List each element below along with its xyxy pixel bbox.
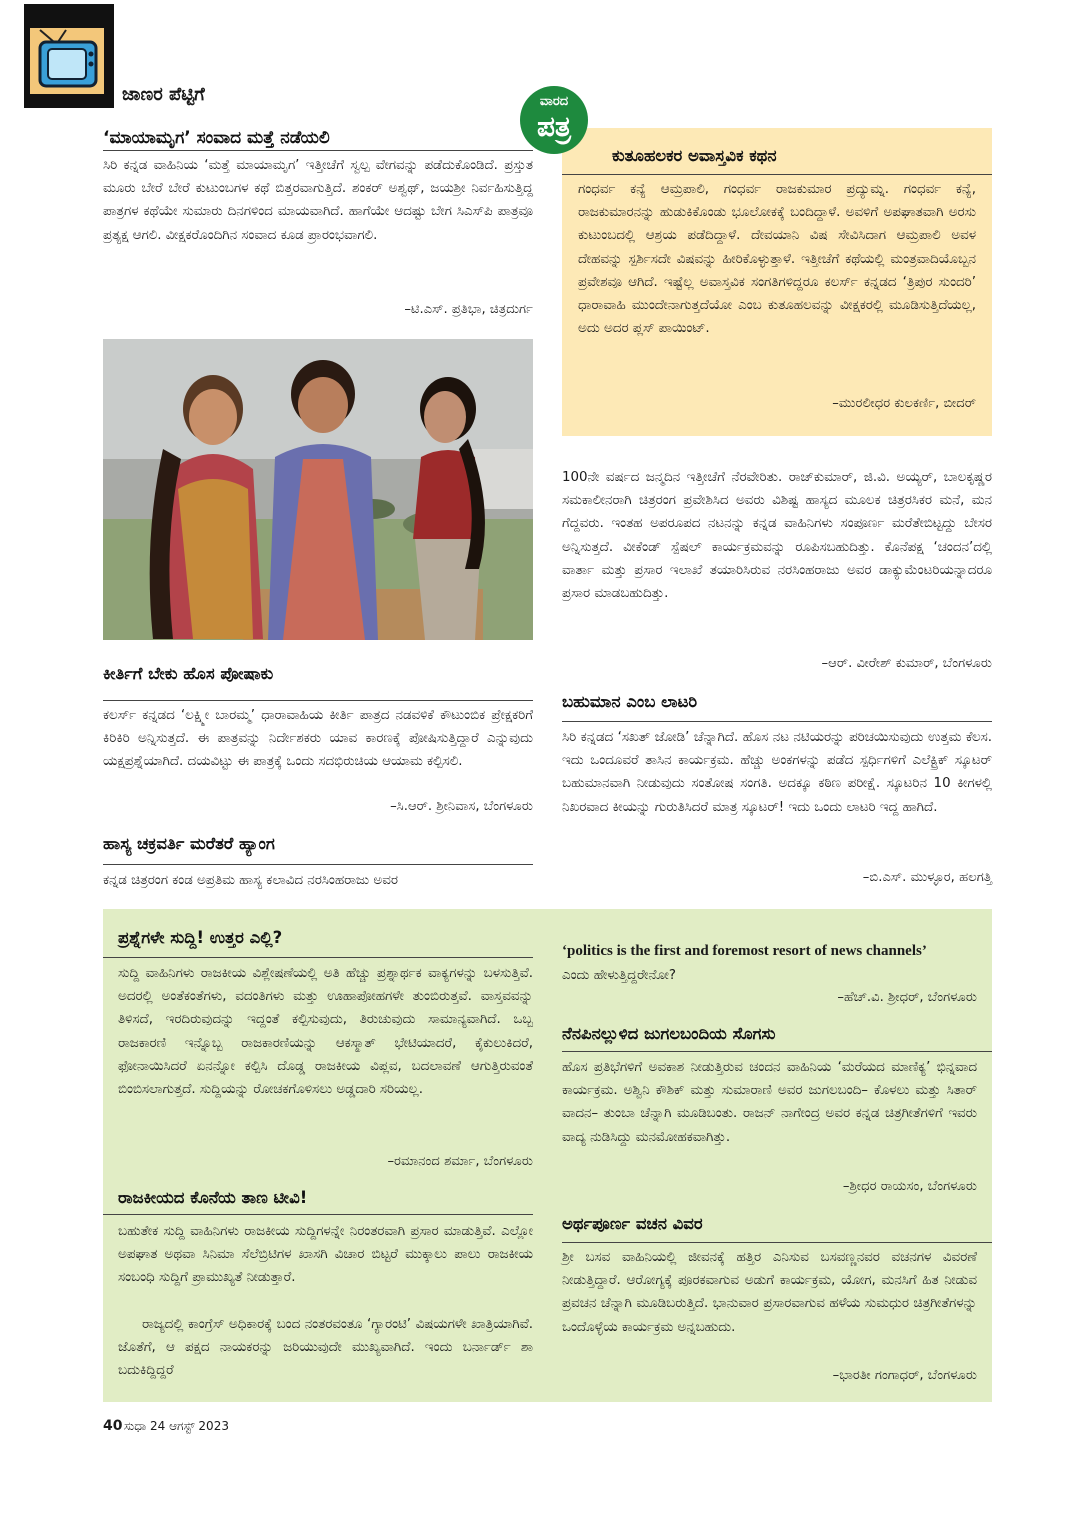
divider	[103, 700, 533, 701]
divider	[103, 957, 533, 958]
badge-title: ಪತ್ರ	[537, 110, 571, 143]
featured-title: ಕುತೂಹಲಕರ ಅವಾಸ್ತವಿಕ ಕಥನ	[612, 146, 777, 165]
letter-body-continued: 100ನೇ ವರ್ಷದ ಜನ್ಮದಿನ ಇತ್ತೀಚೆಗೆ ನೆರವೇರಿತು. ರಾಜ್‌ಕುಮಾರ್, ಜಿ.ವಿ. ಅಯ್ಯರ್, ಬಾಲಕೃಷ್ಣರ ಸಮಕಾಲೀನರಾಗಿ ಚಿತ್ರರಂಗ ಪ್ರವೇಶಿಸಿದ ಅವರು ವಿಶಿಷ್ಟ ಹಾಸ್ಯದ ಮೂಲಕ ಚಿತ್ರರಸಿಕರ ಮನೆ, ಮನ ಗೆದ್ದವರು. ಇಂತಹ ಅಪರೂಪದ ನಟನನ್ನು ಕನ್ನಡ ವಾಹಿನಿಗಳು ಸಂಪೂರ್ಣ ಮರೆತೇಬಿಟ್ಟದ್ದು ಬೇಸರ ಅನ್ನಿಸುತ್ತದೆ. ವೀಕೆಂಡ್ ಸ್ಪೆಷಲ್ ಕಾರ್ಯಕ್ರಮವನ್ನು ರೂಪಿಸಬಹುದಿತ್ತು. ಕೊನೆಪಕ್ಷ ‘ಚಂದನ’ದಲ್ಲಿ ವಾರ್ತಾ ಮತ್ತು ಪ್ರಸಾರ ಇಲಾಖೆ ತಯಾರಿಸಿರುವ ನರಸಿಂಹರಾಜು ಅವರ ಡಾಕ್ಯುಮೆಂಟರಿಯನ್ನಾದರೂ ಪ್ರಸಾರ ಮಾಡಬಹುದಿತ್ತು.	[562, 470, 992, 602]
letter-signature: –ಬಿ.ಎಸ್. ಮುಳ್ಳೂರ, ಹಲಗತ್ತಿ	[862, 870, 992, 885]
letter-signature: –ಟಿ.ಎಸ್. ಪ್ರತಿಭಾ, ಚಿತ್ರದುರ್ಗ	[404, 302, 533, 317]
letter-signature: –ಭಾರತೀ ಗಂಗಾಧರ್, ಬೆಂಗಳೂರು	[832, 1368, 977, 1383]
letter-body: ಕನ್ನಡ ಚಿತ್ರರಂಗ ಕಂಡ ಅಪ್ರತಿಮ ಹಾಸ್ಯ ಕಲಾವಿದ ನರಸಿಂಹರಾಜು ಅವರ	[103, 873, 398, 888]
letter-body-continued: ಎಂದು ಹೇಳುತ್ತಿದ್ದರೇನೋ?	[562, 968, 676, 983]
letter-signature: –ಹೆಚ್.ವಿ. ಶ್ರೀಧರ್, ಬೆಂಗಳೂರು	[837, 990, 977, 1005]
letter-body: ಸುದ್ದಿ ವಾಹಿನಿಗಳು ರಾಜಕೀಯ ವಿಶ್ಲೇಷಣೆಯಲ್ಲಿ ಅತಿ ಹೆಚ್ಚು ಪ್ರಶ್ನಾರ್ಥಕ ವಾಕ್ಯಗಳನ್ನು ಬಳಸುತ್ತಿವೆ. ಅದರಲ್ಲಿ ಅಂತೆಕಂತೆಗಳು, ವದಂತಿಗಳು ಮತ್ತು ಊಹಾಪೋಹಗಳೇ ತುಂಬಿರುತ್ತವೆ. ವಾಸ್ತವವನ್ನು ತಿಳಿಸದೆ, ಇರದಿರುವುದನ್ನು ಇದ್ದಂತೆ ಕಲ್ಪಿಸುವುದು, ತಿರುಚುವುದು ಸಾಮಾನ್ಯವಾಗಿದೆ. ಒಬ್ಬ ರಾಜಕಾರಣಿ ಇನ್ನೊಬ್ಬ ರಾಜಕಾರಣಿಯನ್ನು ಆಕಸ್ಮಾತ್ ಭೇಟಿಯಾದರೆ, ಕೈಕುಲುಕಿದರೆ, ಫೋನಾಯಿಸಿದರೆ ಏನನ್ನೋ ಕಲ್ಪಿಸಿ ದೊಡ್ಡ ರಾಜಕೀಯ ವಿಪ್ಲವ, ಬದಲಾವಣೆ ಆಗುತ್ತಿರುವಂತೆ ಬಿಂಬಿಸಲಾಗುತ್ತದೆ. ಸುದ್ದಿಯನ್ನು ರೋಚಕಗೊಳಿಸಲು ಅಡ್ಡದಾರಿ ಸರಿಯಲ್ಲ.	[118, 966, 533, 1098]
divider	[103, 1214, 533, 1215]
issue-date: ಸುಧಾ 24 ಆಗಸ್ಟ್ 2023	[124, 1419, 229, 1433]
badge-label: ವಾರದ	[539, 94, 569, 109]
divider	[103, 864, 533, 865]
letter-title: ಹಾಸ್ಯ ಚಕ್ರವರ್ತಿ ಮರೆತರೆ ಹ್ಯಾಂಗ	[103, 834, 275, 853]
letter-title: ‘ಮಾಯಾಮೃಗ’ ಸಂವಾದ ಮತ್ತೆ ನಡೆಯಲಿ	[103, 128, 330, 148]
letter-signature: –ಆರ್. ವೀರೇಶ್ ಕುಮಾರ್, ಬೆಂಗಳೂರು	[821, 656, 992, 671]
letter-title: ಕೀರ್ತಿಗೆ ಬೇಕು ಹೊಸ ಪೋಷಾಕು	[103, 664, 274, 683]
letter-title: ಬಹುಮಾನ ಎಂಬ ಲಾಟರಿ	[562, 692, 698, 711]
letter-signature: –ಶ್ರೀಧರ ರಾಯಸಂ, ಬೆಂಗಳೂರು	[842, 1179, 977, 1194]
divider	[562, 1242, 992, 1243]
letter-body: ರಾಜ್ಯದಲ್ಲಿ ಕಾಂಗ್ರೆಸ್ ಅಧಿಕಾರಕ್ಕೆ ಬಂದ ನಂತರವಂತೂ ‘ಗ್ಯಾರಂಟಿ’ ವಿಷಯಗಳೇ ಖಾತ್ರಿಯಾಗಿವೆ. ಜೊತೆಗೆ, ಆ ಪಕ್ಷದ ನಾಯಕರನ್ನು ಜರಿಯುವುದೇ ಮುಖ್ಯವಾಗಿದೆ. ಇಂದು ಬರ್ನಾರ್ಡ್ ಶಾ ಬದುಕಿದ್ದಿದ್ದರೆ	[118, 1317, 533, 1379]
letter-signature: –ರಮಾನಂದ ಶರ್ಮಾ, ಬೆಂಗಳೂರು	[387, 1154, 533, 1169]
letter-title: ರಾಜಕೀಯದ ಕೊನೆಯ ತಾಣ ಟೀವಿ!	[118, 1188, 308, 1207]
letter-title: ಅರ್ಥಪೂರ್ಣ ವಚನ ವಿವರ	[562, 1214, 703, 1233]
letter-body-continued: ‘politics is the first and foremost resort of news channels’	[562, 943, 927, 959]
featured-signature: –ಮುರಲೀಧರ ಕುಲಕರ್ಣಿ, ಬೀದರ್	[832, 396, 976, 411]
tv-icon	[30, 28, 104, 94]
page-number: 40	[103, 1418, 123, 1434]
featured-body: ಗಂಧರ್ವ ಕನ್ಯೆ ಆಮ್ರಪಾಲಿ, ಗಂಧರ್ವ ರಾಜಕುಮಾರ ಪ್ರದ್ಯುಮ್ನ. ಗಂಧರ್ವ ಕನ್ಯೆ, ರಾಜಕುಮಾರನನ್ನು ಹುಡುಕಿಕೊಂಡು ಭೂಲೋಕಕ್ಕೆ ಬಂದಿದ್ದಾಳೆ. ಅವಳಿಗೆ ಅಪಘಾತವಾಗಿ ಅರಸು ಕುಟುಂಬದಲ್ಲಿ ಆಶ್ರಯ ಪಡೆದಿದ್ದಾಳೆ. ದೇವಯಾನಿ ವಿಷ ಸೇವಿಸಿದಾಗ ಆಮ್ರಪಾಲಿ ಅವಳ ದೇಹವನ್ನು ಸ್ಪರ್ಶಿಸದೇ ವಿಷವನ್ನು ಹೀರಿಕೊಳ್ಳುತ್ತಾಳೆ. ಇತ್ತೀಚೆಗೆ ಕಥೆಯಲ್ಲಿ ಮಂತ್ರವಾದಿಯೊಬ್ಬನ ಪ್ರವೇಶವೂ ಆಗಿದೆ. ಇಷ್ಟೆಲ್ಲ ಅವಾಸ್ತವಿಕ ಸಂಗತಿಗಳಿದ್ದರೂ ಕಲರ್ಸ್ ಕನ್ನಡದ ‘ತ್ರಿಪುರ ಸುಂದರಿ’ ಧಾರಾವಾಹಿ ಮುಂದೇನಾಗುತ್ತದೆಯೋ ಎಂಬ ಕುತೂಹಲವನ್ನು ವೀಕ್ಷಕರಲ್ಲಿ ಮೂಡಿಸುತ್ತಿದೆಯಲ್ಲ, ಅದು ಅದರ ಪ್ಲಸ್ ಪಾಯಿಂಟ್.	[578, 182, 976, 337]
letter-title: ನೆನಪಿನಲ್ಲುಳಿದ ಜುಗಲಬಂದಿಯ ಸೊಗಸು	[562, 1024, 776, 1043]
divider	[562, 174, 992, 175]
letter-body: ಕಲರ್ಸ್ ಕನ್ನಡದ ‘ಲಕ್ಷ್ಮೀ ಬಾರಮ್ಮ’ ಧಾರಾವಾಹಿಯ ಕೀರ್ತಿ ಪಾತ್ರದ ನಡವಳಿಕೆ ಕೌಟುಂಬಿಕ ಪ್ರೇಕ್ಷಕರಿಗೆ ಕಿರಿಕಿರಿ ಅನ್ನಿಸುತ್ತದೆ. ಈ ಪಾತ್ರವನ್ನು ನಿರ್ದೇಶಕರು ಯಾವ ಕಾರಣಕ್ಕೆ ಪೋಷಿಸುತ್ತಿದ್ದಾರೆ ಎನ್ನುವುದು ಯಕ್ಷಪ್ರಶ್ನೆಯಾಗಿದೆ. ದಯವಿಟ್ಟು ಈ ಪಾತ್ರಕ್ಕೆ ಒಂದು ಸದಭಿರುಚಿಯ ಆಯಾಮ ಕಲ್ಪಿಸಲಿ.	[103, 708, 533, 770]
letter-body: ಶ್ರೀ ಬಸವ ವಾಹಿನಿಯಲ್ಲಿ ಜೀವನಕ್ಕೆ ಹತ್ತಿರ ಎನಿಸುವ ಬಸವಣ್ಣನವರ ವಚನಗಳ ವಿವರಣೆ ನೀಡುತ್ತಿದ್ದಾರೆ. ಆರೋಗ್ಯಕ್ಕೆ ಪೂರಕವಾಗುವ ಅಡುಗೆ ಕಾರ್ಯಕ್ರಮ, ಯೋಗ, ಮನಸಿಗೆ ಹಿತ ನೀಡುವ ಪ್ರವಚನ ಚೆನ್ನಾಗಿ ಮೂಡಿಬರುತ್ತಿದೆ. ಭಾನುವಾರ ಪ್ರಸಾರವಾಗುವ ಹಳೆಯ ಸುಮಧುರ ಚಿತ್ರಗೀತೆಗಳನ್ನು ಒಂದೊಳ್ಳೆಯ ಕಾರ್ಯಕ್ರಮ ಅನ್ನಬಹುದು.	[562, 1250, 977, 1335]
letter-signature: –ಸಿ.ಆರ್. ಶ್ರೀನಿವಾಸ, ಬೆಂಗಳೂರು	[390, 799, 533, 814]
letter-body: ಹೊಸ ಪ್ರತಿಭೆಗಳಿಗೆ ಅವಕಾಶ ನೀಡುತ್ತಿರುವ ಚಂದನ ವಾಹಿನಿಯ ‘ಮರೆಯದ ಮಾಣಿಕ್ಯ’ ಭಿನ್ನವಾದ ಕಾರ್ಯಕ್ರಮ. ಅಶ್ವಿನಿ ಕೌಶಿಕ್ ಮತ್ತು ಸುಮಾರಾಣಿ ಅವರ ಜುಗಲಬಂದಿ– ಕೊಳಲು ಮತ್ತು ಸಿತಾರ್ ವಾದನ– ತುಂಬಾ ಚೆನ್ನಾಗಿ ಮೂಡಿಬಂತು. ರಾಜನ್ ನಾಗೇಂದ್ರ ಅವರ ಕನ್ನಡ ಚಿತ್ರಗೀತೆಗಳಿಗೆ ಇವರು ವಾದ್ಯ ನುಡಿಸಿದ್ದು ಮನಮೋಹಕವಾಗಿತ್ತು.	[562, 1060, 977, 1145]
divider	[103, 150, 533, 151]
divider	[562, 721, 992, 722]
tv-serial-photo	[103, 339, 533, 640]
divider	[562, 1051, 992, 1052]
letter-body: ಬಹುತೇಕ ಸುದ್ದಿ ವಾಹಿನಿಗಳು ರಾಜಕೀಯ ಸುದ್ದಿಗಳನ್ನೇ ನಿರಂತರವಾಗಿ ಪ್ರಸಾರ ಮಾಡುತ್ತಿವೆ. ಎಲ್ಲೋ ಅಪಘಾತ ಅಥವಾ ಸಿನಿಮಾ ಸೆಲೆಬ್ರಿಟಿಗಳ ಖಾಸಗಿ ವಿಚಾರ ಬಿಟ್ಟರೆ ಮುಕ್ಕಾಲು ಪಾಲು ರಾಜಕೀಯ ಸಂಬಂಧಿ ಸುದ್ದಿಗೆ ಪ್ರಾಮುಖ್ಯತೆ ನೀಡುತ್ತಾರೆ.	[118, 1224, 533, 1286]
letter-title: ಪ್ರಶ್ನೆಗಳೇ ಸುದ್ದಿ! ಉತ್ತರ ಎಲ್ಲಿ?	[118, 928, 283, 947]
section-title: ಜಾಣರ ಪೆಟ್ಟಿಗೆ	[122, 84, 205, 105]
letter-body: ಸಿರಿ ಕನ್ನಡದ ‘ಸಖತ್ ಜೋಡಿ’ ಚೆನ್ನಾಗಿದೆ. ಹೊಸ ನಟ ನಟಿಯರನ್ನು ಪರಿಚಯಿಸುವುದು ಉತ್ತಮ ಕೆಲಸ. ಇದು ಒಂದೂವರೆ ತಾಸಿನ ಕಾರ್ಯಕ್ರಮ. ಹೆಚ್ಚು ಅಂಕಗಳನ್ನು ಪಡೆದ ಸ್ಪರ್ಧಿಗಳಿಗೆ ಎಲೆಕ್ಟ್ರಿಕ್ ಸ್ಕೂಟರ್ ಬಹುಮಾನವಾಗಿ ನೀಡುವುದು ಸಂತೋಷ ಸಂಗತಿ. ಅದಕ್ಕೂ ಕಠಿಣ ಪರೀಕ್ಷೆ. ಸ್ಕೂಟರಿನ 10 ಕೀಗಳಲ್ಲಿ ನಿಖರವಾದ ಕೀಯನ್ನು ಗುರುತಿಸಿದರೆ ಮಾತ್ರ ಸ್ಕೂಟರ್! ಇದು ಒಂದು ಲಾಟರಿ ಇದ್ದ ಹಾಗಿದೆ.	[562, 730, 992, 815]
letter-of-the-week-badge	[520, 86, 588, 154]
letter-body: ಸಿರಿ ಕನ್ನಡ ವಾಹಿನಿಯ ‘ಮತ್ತೆ ಮಾಯಾಮೃಗ’ ಇತ್ತೀಚೆಗೆ ಸ್ವಲ್ಪ ವೇಗವನ್ನು ಪಡೆದುಕೊಂಡಿದೆ. ಪ್ರಸ್ತುತ ಮೂರು ಬೇರೆ ಬೇರೆ ಕುಟುಂಬಗಳ ಕಥೆ ಬಿತ್ತರವಾಗುತ್ತಿದೆ. ಶಂಕರ್ ಅಶ್ವಥ್, ಜಯಶ್ರೀ ನಿರ್ವಹಿಸುತ್ತಿದ್ದ ಪಾತ್ರಗಳ ಕಥೆಯೇ ಸುಮಾರು ದಿನಗಳಿಂದ ಮಾಯವಾಗಿದೆ. ಹಾಗೆಯೇ ಆದಷ್ಟು ಬೇಗ ಸಿಎಸ್‌ಪಿ ಪಾತ್ರವೂ ಪ್ರತ್ಯಕ್ಷ ಆಗಲಿ. ವೀಕ್ಷಕರೊಂದಿಗಿನ ಸಂವಾದ ಕೂಡ ಪ್ರಾರಂಭವಾಗಲಿ.	[103, 158, 533, 243]
